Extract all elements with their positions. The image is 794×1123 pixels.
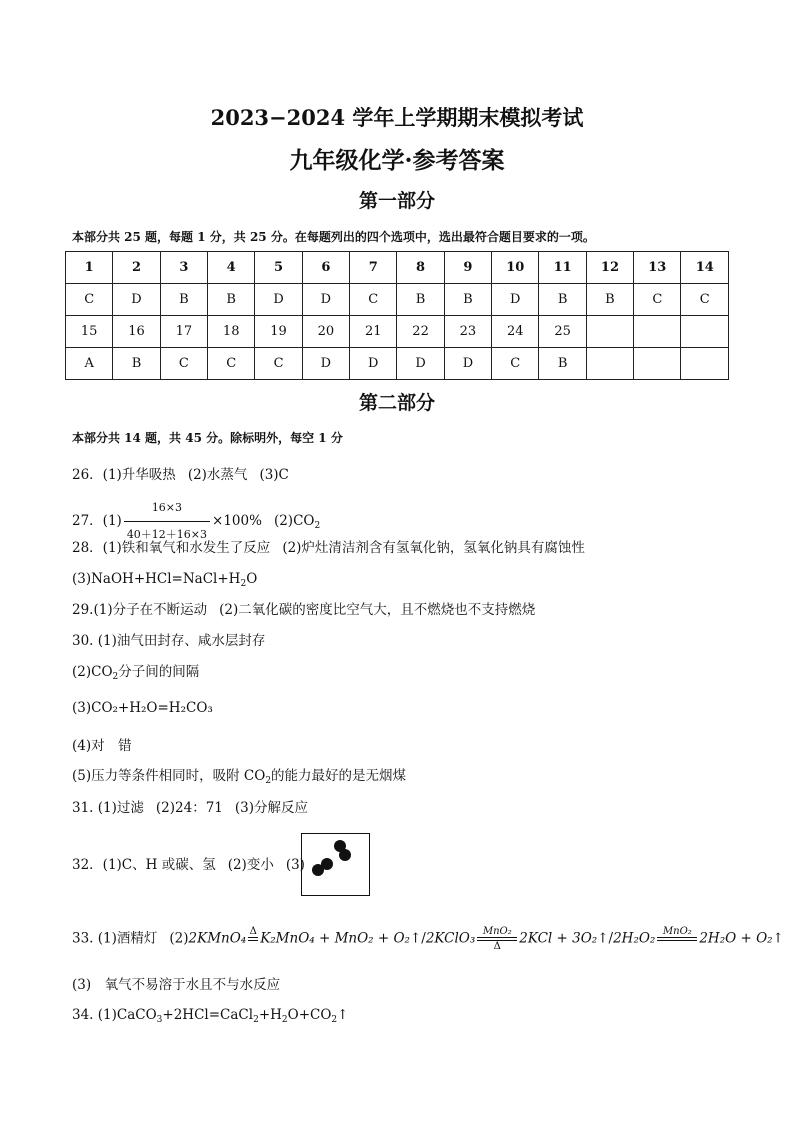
table-cell: 17: [160, 316, 207, 348]
table-cell: C: [255, 348, 302, 380]
table-cell: C: [160, 348, 207, 380]
question-number-row: [66, 252, 729, 284]
catalyst-condition: MnO₂: [657, 926, 697, 952]
exam-title: 2023−2024 学年上学期期末模拟考试: [210, 105, 584, 130]
molecule-diagram: [302, 834, 369, 895]
table-cell: 12: [586, 252, 633, 284]
part2-heading: 第二部分: [358, 392, 435, 414]
table-cell: D: [350, 348, 397, 380]
table-cell: C: [350, 284, 397, 316]
table-cell: 2: [113, 252, 160, 284]
table-cell: A: [66, 348, 113, 380]
table-cell: B: [208, 284, 255, 316]
answer-28-line2: $(3)NaOH+HCl=NaCl+H_2O$: [72, 571, 258, 589]
table-cell: 25: [539, 316, 586, 348]
multiple-choice-answer-table: [65, 251, 729, 380]
atom-2: [321, 858, 333, 870]
table-cell: 16: [113, 316, 160, 348]
answer-29: 29.(1)分子在不断运动 (2)二氧化碳的密度比空气大，且不燃烧也不支持燃烧: [72, 602, 536, 618]
table-cell: [586, 348, 633, 380]
table-cell: 9: [444, 252, 491, 284]
table-cell: [681, 348, 729, 380]
table-cell: B: [586, 284, 633, 316]
table-cell: B: [539, 284, 586, 316]
table-cell: 6: [302, 252, 349, 284]
mass-fraction: $\frac{16\times 3}{40+12+16\times 3}$: [124, 495, 210, 548]
table-cell: 8: [397, 252, 444, 284]
table-cell: 5: [255, 252, 302, 284]
answer-31: 31. (1)过滤 (2)24：71 (3)分解反应: [72, 800, 308, 816]
answer-32: 32．(1)C、H 或碳、氢 (2)变小 (3): [72, 857, 305, 873]
table-cell: C: [208, 348, 255, 380]
table-cell: 11: [539, 252, 586, 284]
table-cell: D: [255, 284, 302, 316]
answer-33-line2: (3) 氧气不易溶于水且不与水反应: [72, 977, 281, 993]
table-cell: C: [681, 284, 729, 316]
atom-4: [339, 849, 351, 861]
table-cell: 3: [160, 252, 207, 284]
table-cell: 18: [208, 316, 255, 348]
table-cell: 14: [681, 252, 729, 284]
table-cell: 22: [397, 316, 444, 348]
table-cell: 21: [350, 316, 397, 348]
table-cell: D: [302, 348, 349, 380]
answer-30-3: (3)CO₂+H₂O=H₂CO₃: [72, 700, 213, 716]
part2-instructions: 本部分共 14 题，共 45 分。除标明外，每空 1 分: [72, 431, 343, 445]
table-cell: B: [160, 284, 207, 316]
answer-33-line1: 33. (1)酒精灯 (2)2KMnO₄ Δ K₂MnO₄ + MnO₂ + O₂↑/2KClO₃ MnO₂ Δ 2KCl + 3O₂↑/2H₂O₂ MnO₂ 2H₂O + O₂↑: [72, 926, 784, 952]
answer-30-5: (5)压力等条件相同时，吸附 $CO_2$的能力最好的是无烟煤: [72, 768, 407, 786]
table-cell: B: [539, 348, 586, 380]
table-cell: D: [444, 348, 491, 380]
molecule-diagram-box: [301, 833, 370, 896]
part1-instructions: 本部分共 25 题，每题 1 分，共 25 分。在每题列出的四个选项中，选出最符合题目要求的一项。: [72, 230, 595, 244]
answer-27: 27．(1) $\frac{16\times 3}{40+12+16\times 3}$ ×100% $(2)CO_2$: [72, 495, 320, 548]
table-cell: D: [492, 284, 539, 316]
table-cell: C: [66, 284, 113, 316]
table-cell: 15: [66, 316, 113, 348]
table-cell: B: [113, 348, 160, 380]
answer-30-1: 30. (1)油气田封存、咸水层封存: [72, 633, 266, 649]
table-cell: D: [302, 284, 349, 316]
table-cell: 24: [492, 316, 539, 348]
table-cell: 13: [634, 252, 681, 284]
table-cell: [681, 316, 729, 348]
heat-condition: Δ: [248, 926, 258, 952]
answer-row: [66, 348, 729, 380]
table-cell: 20: [302, 316, 349, 348]
catalyst-heat-condition: MnO₂ Δ: [477, 926, 517, 952]
answer-28-line1: 28．(1)铁和氧气和水发生了反应 (2)炉灶清洁剂含有氢氧化钠，氢氧化钠具有腐蚀性: [72, 540, 585, 556]
table-cell: C: [634, 284, 681, 316]
answer-26: 26．(1)升华吸热 (2)水蒸气 (3)C: [72, 467, 289, 483]
table-cell: 23: [444, 316, 491, 348]
answer-row: [66, 284, 729, 316]
table-cell: [634, 348, 681, 380]
table-cell: B: [444, 284, 491, 316]
answer-34: 34. $(1)CaCO_3+2HCl=CaCl_2+H_2O+CO_2↑$: [72, 1007, 349, 1025]
answer-key-title: 九年级化学·参考答案: [289, 147, 505, 174]
table-cell: C: [492, 348, 539, 380]
table-cell: 19: [255, 316, 302, 348]
table-cell: D: [113, 284, 160, 316]
table-cell: [634, 316, 681, 348]
table-cell: B: [397, 284, 444, 316]
table-cell: D: [397, 348, 444, 380]
answer-30-4: (4)对 错: [72, 738, 132, 754]
question-number-row: [66, 316, 729, 348]
answer-30-2: $(2)CO_2$分子间的间隔: [72, 664, 200, 682]
table-cell: 4: [208, 252, 255, 284]
table-cell: 1: [66, 252, 113, 284]
table-cell: 10: [492, 252, 539, 284]
part1-heading: 第一部分: [358, 190, 435, 212]
table-cell: 7: [350, 252, 397, 284]
table-cell: [586, 316, 633, 348]
